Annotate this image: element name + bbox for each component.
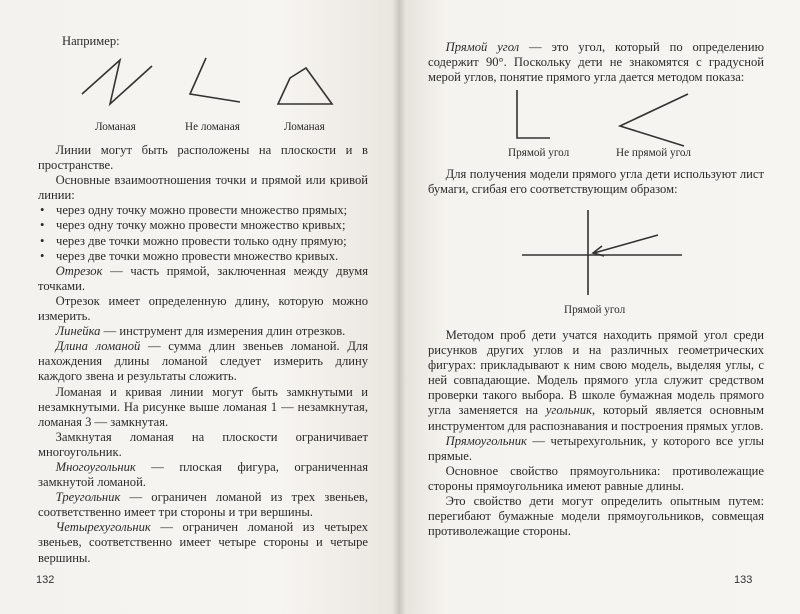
- para-lines-location: Линии могут быть расположены на плоскости и в пространстве.: [38, 143, 368, 173]
- para-rect-property: Основное свойство прямоугольника: противолежащие стороны прямоугольника имеют равные длины.: [428, 463, 764, 493]
- polyline-closed-shape: [278, 68, 332, 104]
- para-closed-bounds: Замкнутая ломаная на плоскости ограничивает многоугольник.: [38, 429, 368, 459]
- polyline-open-shape: [82, 60, 152, 104]
- page-number-left: 132: [36, 574, 55, 586]
- para-relations: Основные взаимоотношения точки и прямой или кривой линии:: [38, 173, 368, 203]
- list-item: • через две точки можно провести только одну прямую;: [40, 233, 347, 248]
- para-segment-length: Отрезок имеет определенную длину, которую можно измерить.: [38, 293, 368, 324]
- figure-caption-1: Ломаная: [95, 121, 136, 133]
- list-item: • через одну точку можно провести множество прямых;: [40, 203, 348, 218]
- list-item: • через две точки можно провести множество кривых.: [40, 248, 339, 263]
- figure-caption-2: Не ломаная: [185, 121, 240, 133]
- para-ruler: Линейка — инструмент для измерения длин отрезков.: [55, 324, 346, 339]
- term-polygon: Многоугольник: [55, 459, 136, 474]
- relations-list: [38, 203, 368, 263]
- bullet-icon: •: [40, 233, 45, 248]
- bullet-icon: •: [40, 203, 45, 218]
- para-closed: Ломаная и кривая линии могут быть замкнутыми и незамкнутыми. На рисунке выше ломаная 1 — незамкнутая, ломаная 3 — замкнутая.: [38, 384, 368, 429]
- bullet-icon: •: [40, 218, 45, 233]
- list-item: • через одну точку можно провести множество кривых;: [40, 218, 346, 233]
- term-quadrilateral: Четырехугольник: [55, 520, 151, 535]
- para-segment: Отрезок — часть прямой, заключенная между двумя точками.: [38, 263, 368, 293]
- para-triangle: Треугольник — ограничен ломаной из трех звеньев, соответственно имеет три стороны и три вершины.: [38, 490, 368, 520]
- para-method: Методом проб дети учатся находить прямой угол среди рисунков других углов и на различных геометрических фигурах: прикладывают к ним свою модель, выделяя углы, с ней совпадающие. Модель прямого угла служит средством проверки такого выбора. В школе бумажная модель прямого угла заменяется на угольник, который является основным инструментом для распознавания и построения прямых углов.: [428, 328, 764, 433]
- para-right-angle: Прямой угол — это угол, который по определению содержит 90°. Поскольку дети не знакомятся с градусной мерой углов, понятие прямого угла дается методом показа:: [428, 40, 765, 85]
- fold-caption: Прямой угол: [564, 304, 626, 316]
- bullet-icon: •: [40, 248, 45, 263]
- term-right-angle: Прямой угол: [445, 40, 520, 54]
- right-page: [398, 0, 800, 614]
- folded-paper-figure: [398, 0, 800, 300]
- term-rectangle: Прямоугольник: [445, 433, 527, 448]
- angle-caption-right: Прямой угол: [508, 147, 570, 159]
- figure-caption-3: Ломаная: [284, 121, 325, 133]
- page-number-right: 133: [734, 574, 753, 586]
- non-polyline-angle-shape: [190, 58, 240, 102]
- para-polygon: Многоугольник — плоская фигура, ограниченная замкнутой ломаной.: [38, 459, 368, 490]
- polylines-figure: [0, 0, 400, 130]
- left-body-text: [38, 143, 368, 566]
- para-rect-experiment: Это свойство дети могут определить опытным путем: перегибают бумажные модели прямоугольников, совмещая противолежащие стороны.: [428, 494, 764, 539]
- left-page: [0, 0, 398, 614]
- term-ruler: Линейка: [55, 324, 101, 339]
- right-body-text: [428, 328, 764, 539]
- para-rectangle: Прямоугольник — четырехугольник, у которого все углы прямые.: [428, 433, 764, 463]
- para-quadrilateral: Четырехугольник — ограничен ломаной из четырех звеньев, соответственно имеет четыре стороны и четыре вершины.: [38, 520, 368, 565]
- term-segment: Отрезок: [55, 263, 103, 278]
- para-polyline-length: Длина ломаной — сумма длин звеньев ломаной. Для нахождения длины ломаной следует измерить длину каждого звена и результаты сложить.: [38, 339, 368, 384]
- term-triangle: Треугольник: [55, 490, 121, 505]
- pointer-arrow-line: [594, 235, 658, 253]
- angle-caption-not-right: Не прямой угол: [616, 147, 691, 159]
- para-model: Для получения модели прямого угла дети используют лист бумаги, сгибая его соответствующим образом:: [428, 167, 764, 197]
- term-polyline-length: Длина ломаной: [55, 339, 141, 354]
- example-label: Например:: [62, 34, 120, 48]
- term-set-square: угольник: [545, 403, 592, 418]
- book-gutter: [392, 0, 406, 614]
